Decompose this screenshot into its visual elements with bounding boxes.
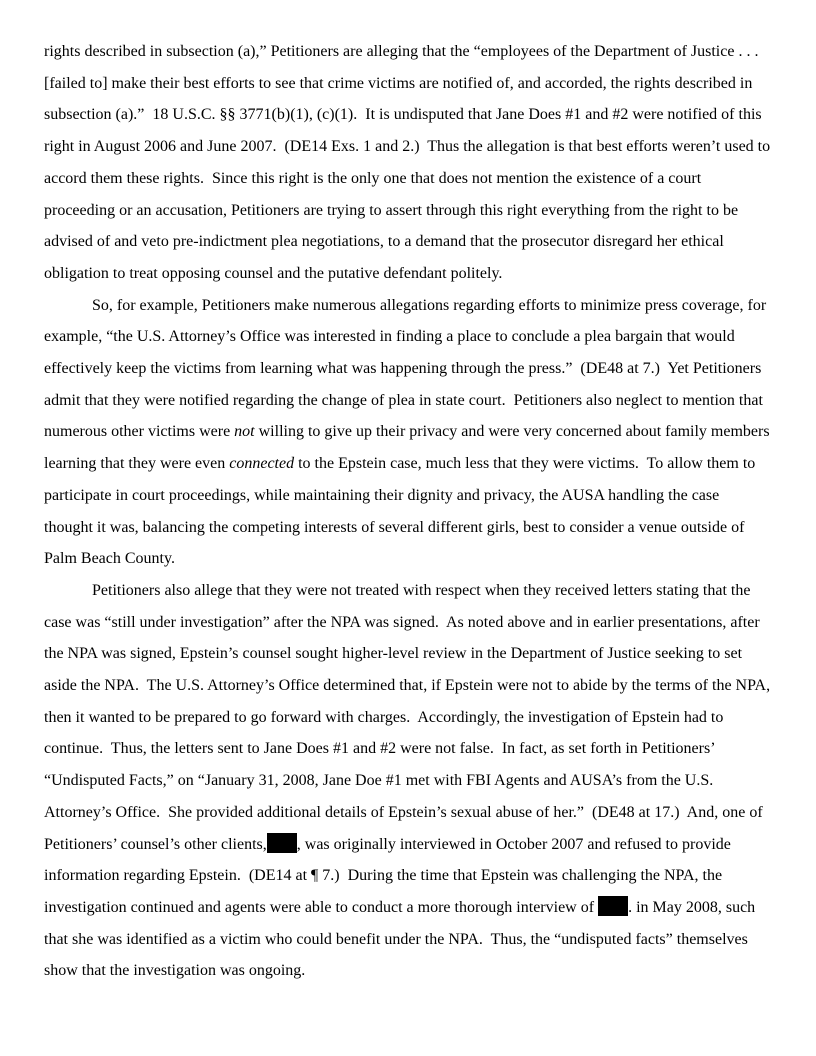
paragraph-1-text: rights described in subsection (a),” Petitioners are alleging that the “employees of the Department of Justice . . . [failed to] make their best efforts to see that crime victims are notified of, and accorded, the rights described in subsection (a).” 18 U.S.C. §§ 3771(b)(1), (c)(1). It is undisputed that Jane Does #1 and #2 were notified of this right in August 2006 and June 2007. (DE14 Exs. 1 and 2.) Thus the allegation is that best efforts weren’t used to accord them these rights. Since this right is the only one that does not mention the existence of a court proceeding or an accusation, Petitioners are trying to assert through this right everything from the right to be advised of and veto pre-indictment plea negotiations, to a demand that the prosecutor disregard her ethical obligation to treat opposing counsel and the putative defendant politely. — [44, 43, 775, 282]
paragraph-2-text: willing to give up their privacy and were very concerned about family members learning that they were even — [44, 423, 774, 473]
paragraph-3-text: Petitioners also allege that they were not treated with respect when they received letters stating that the case was “still under investigation” after the NPA was signed. As noted above and in earlier presentations, after the NPA was signed, Epstein’s counsel sought higher-level review in the Department of Justice seeking to set aside the NPA. The U.S. Attorney’s Office determined that, if Epstein were not to abide by the terms of the NPA, then it wanted to be prepared to go forward with charges. Accordingly, the investigation of Epstein had to continue. Thus, the letters sent to Jane Does #1 and #2 were not false. In fact, as set forth in Petitioners’ “Undisputed Facts,” on “January 31, 2008, Jane Doe #1 met with FBI Agents and AUSA’s from the U.S. Attorney’s Office. She provided additional details of Epstein’s sexual abuse of her.” (DE48 at 17.) And, one of Petitioners’ counsel’s other clients, — [44, 581, 775, 853]
paragraph-2-text: So, for example, Petitioners make numerous allegations regarding efforts to minimize press coverage, for example, “the U.S. Attorney’s Office was interested in finding a place to conclude a plea bargain that would effectively keep the victims from learning what was happening through the press.” (DE48 at 7.) Yet Petitioners admit that they were notified regarding the change of plea in state court. Petitioners also neglect to mention that numerous other victims were — [44, 296, 771, 441]
paragraph-3-text: , was originally interviewed in October 2007 and refused to provide information regarding Epstein. (DE14 at ¶ 7.) During the time that Epstein was challenging the NPA, the investigation continued and agents were able to conduct a more thorough interview of — [44, 835, 735, 916]
paragraph-3-text: . in May 2008, such that she was identified as a victim who could benefit under the NPA. Thus, the “undisputed facts” themselves show that the investigation was ongoing. — [44, 898, 760, 980]
redaction-box — [267, 833, 297, 853]
paragraph-3 — [44, 575, 775, 987]
paragraph-2 — [44, 290, 772, 575]
paragraph-1 — [44, 36, 775, 290]
redaction-box — [598, 896, 628, 916]
paragraph-2-italic-connected: connected — [229, 455, 295, 473]
paragraph-2-text: to the Epstein case, much less that they were victims. To allow them to participate in court proceedings, while maintaining their dignity and privacy, the AUSA handling the case thought it was, balancing the competing interests of several different girls, best to consider a venue outside of Palm Beach County. — [44, 455, 760, 568]
paragraph-2-italic-not: not — [234, 423, 255, 441]
